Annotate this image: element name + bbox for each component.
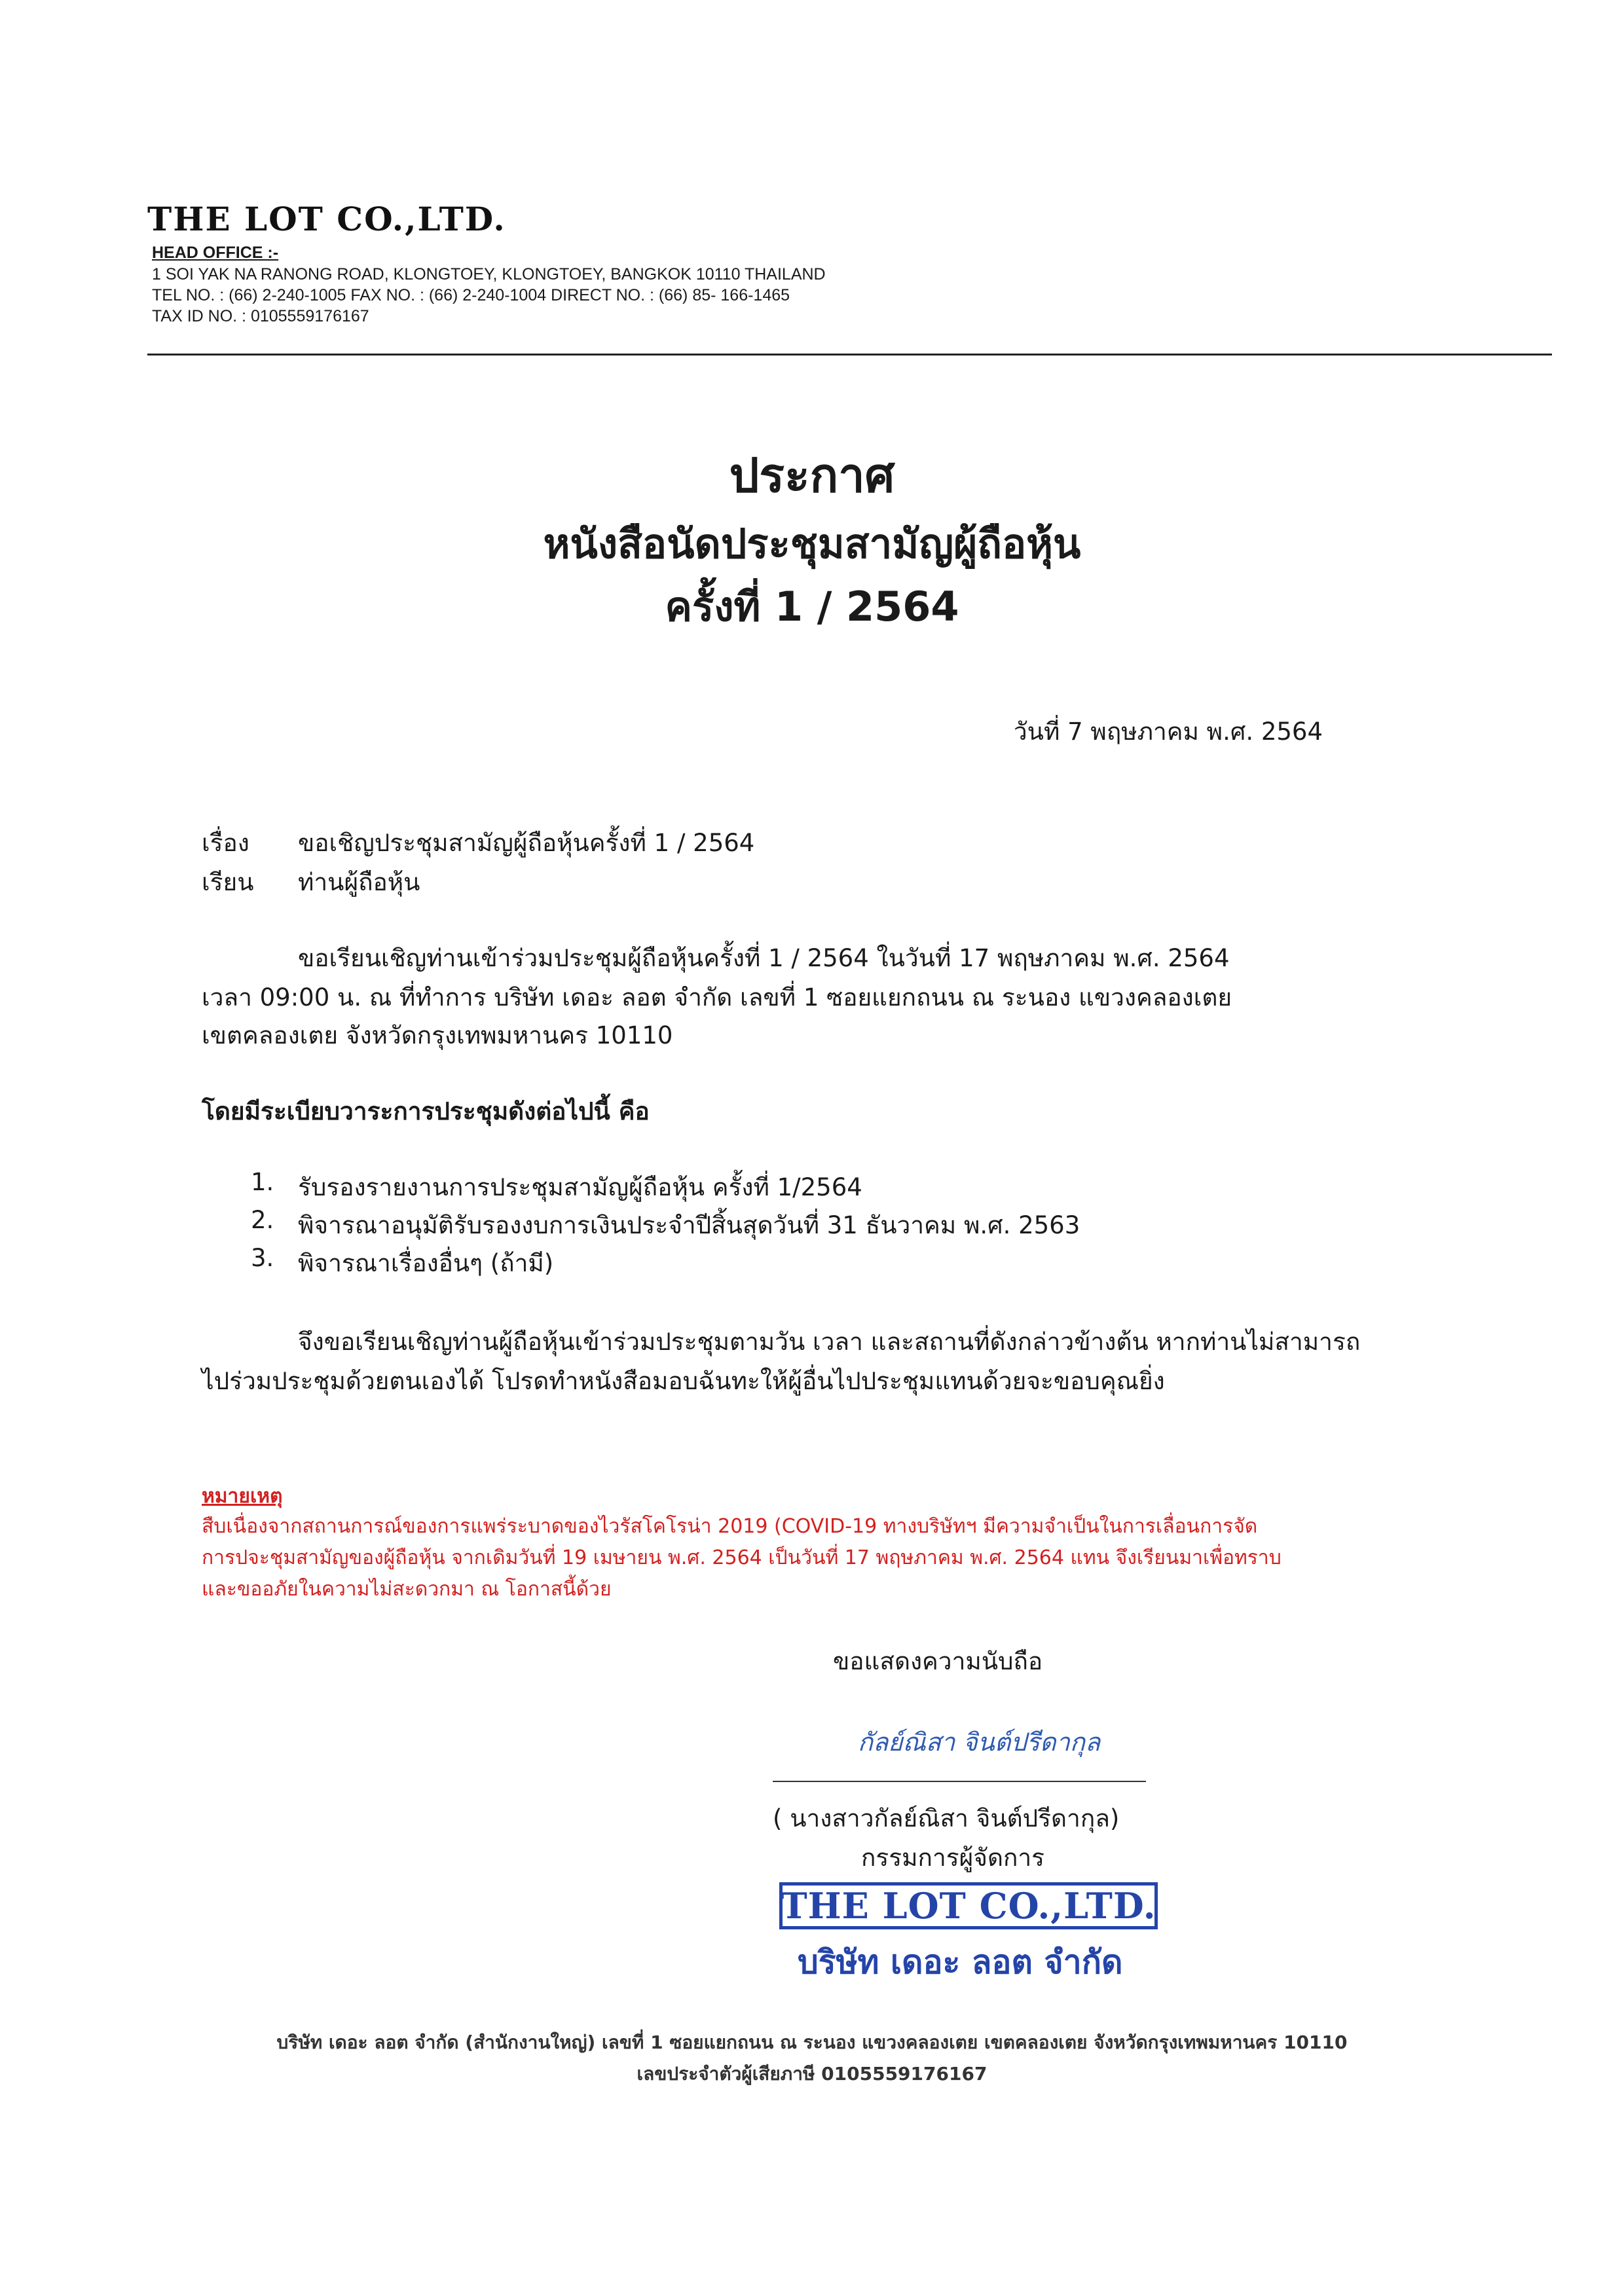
signatory-name: ( นางสาวกัลย์ณิสา จินต์ปรีดากุล) — [773, 1804, 1120, 1832]
body-paragraph-1-line-1: ขอเรียนเชิญท่านเข้าร่วมประชุมผู้ถือหุ้นครั้งที่ 1 / 2564 ในวันที่ 17 พฤษภาคม พ.ศ. 2564 — [298, 944, 1230, 972]
announcement-title: ประกาศ — [729, 448, 895, 503]
company-logo: THE LOT CO.,LTD. — [147, 200, 506, 238]
signature-line — [773, 1781, 1146, 1782]
closing-phrase: ขอแสดงความนับถือ — [833, 1647, 1043, 1675]
agenda-item-number: 1. — [251, 1168, 274, 1196]
agenda-heading: โดยมีระเบียบวาระการประชุมดังต่อไปนี้ คือ — [202, 1097, 650, 1125]
agenda-item: รับรองรายงานการประชุมสามัญผู้ถือหุ้น ครั้งที่ 1/2564 — [298, 1173, 862, 1201]
body-paragraph-1-line-3: เขตคลองเตย จังหวัดกรุงเทพมหานคร 10110 — [202, 1021, 673, 1049]
body-paragraph-2-line-2: ไปร่วมประชุมด้วยตนเองได้ โปรดทำหนังสือมอบฉันทะให้ผู้อื่นไปประชุมแทนด้วยจะขอบคุณยิ่ง — [202, 1367, 1165, 1395]
company-address: 1 SOI YAK NA RANONG ROAD, KLONGTOEY, KLONGTOEY, BANGKOK 10110 THAILAND — [152, 265, 826, 283]
body-paragraph-1-line-2: เวลา 09:00 น. ณ ที่ทำการ บริษัท เดอะ ลอต จำกัด เลขที่ 1 ซอยแยกถนน ณ ระนอง แขวงคลองเตย — [202, 983, 1232, 1011]
handwritten-signature: กัลย์ณิสา จินต์ปรีดากุล — [858, 1728, 1101, 1757]
recipient-text: ท่านผู้ถือหุ้น — [298, 868, 420, 896]
remark-line-2: การปจะชุมสามัญของผู้ถือหุ้น จากเดิมวันที่ 19 เมษายน พ.ศ. 2564 เป็นวันที่ 17 พฤษภาคม พ.ศ. 2564 แทน จึงเรียนมาเพื่อทราบ — [202, 1546, 1282, 1569]
agenda-item: พิจารณาอนุมัติรับรองงบการเงินประจำปีสิ้นสุดวันที่ 31 ธันวาคม พ.ศ. 2563 — [298, 1211, 1080, 1239]
company-stamp — [779, 1882, 1158, 1929]
footer-address: บริษัท เดอะ ลอต จำกัด (สำนักงานใหญ่) เลขที่ 1 ซอยแยกถนน ณ ระนอง แขวงคลองเตย เขตคลองเตย จังหวัดกรุงเทพมหานคร 10110 — [276, 2032, 1348, 2053]
document-date: วันที่ 7 พฤษภาคม พ.ศ. 2564 — [1013, 718, 1323, 746]
company-phone: TEL NO. : (66) 2-240-1005 FAX NO. : (66) 2-240-1004 DIRECT NO. : (66) 85- 166-1465 — [152, 286, 790, 304]
remark-line-3: และขออภัยในความไม่สะดวกมา ณ โอกาสนี้ด้วย — [202, 1578, 612, 1601]
subject-text: ขอเชิญประชุมสามัญผู้ถือหุ้นครั้งที่ 1 / 2564 — [298, 829, 755, 857]
signatory-position: กรรมการผู้จัดการ — [861, 1844, 1045, 1872]
agenda-item: พิจารณาเรื่องอื่นๆ (ถ้ามี) — [298, 1249, 554, 1277]
announcement-subtitle: หนังสือนัดประชุมสามัญผู้ถือหุ้น — [543, 520, 1081, 568]
body-paragraph-2-line-1: จึงขอเรียนเชิญท่านผู้ถือหุ้นเข้าร่วมประชุมตามวัน เวลา และสถานที่ดังกล่าวข้างต้น หากท่านไม่สามารถ — [298, 1328, 1361, 1356]
meeting-number: ครั้งที่ 1 / 2564 — [665, 583, 959, 630]
company-stamp-text: THE LOT CO.,LTD. — [781, 1885, 1156, 1927]
head-office-label: HEAD OFFICE :- — [152, 244, 279, 262]
company-tax-id: TAX ID NO. : 0105559176167 — [152, 307, 369, 325]
subject-label: เรื่อง — [202, 829, 249, 857]
agenda-item-number: 3. — [251, 1244, 274, 1272]
agenda-item-number: 2. — [251, 1206, 274, 1234]
company-stamp-thai: บริษัท เดอะ ลอต จำกัด — [798, 1943, 1123, 1981]
remark-heading: หมายเหตุ — [202, 1485, 283, 1508]
recipient-label: เรียน — [202, 868, 254, 896]
header-divider — [147, 354, 1552, 355]
footer-tax-id: เลขประจำตัวผู้เสียภาษี 0105559176167 — [637, 2063, 987, 2085]
remark-line-1: สืบเนื่องจากสถานการณ์ของการแพร่ระบาดของไวรัสโคโรน่า 2019 (COVID-19 ทางบริษัทฯ มีความจำเป็นในการเลื่อนการจัด — [202, 1515, 1258, 1538]
